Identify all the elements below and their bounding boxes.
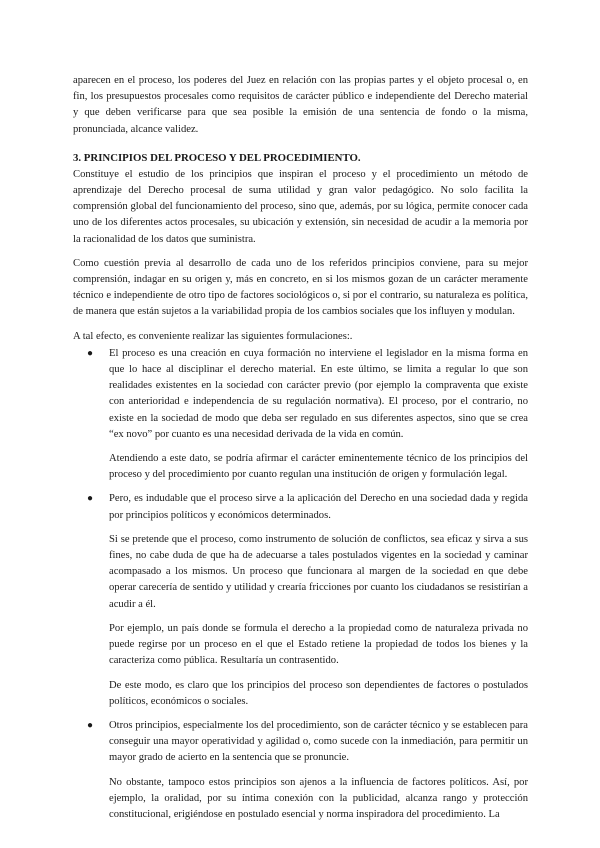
section-heading: 3. PRINCIPIOS DEL PROCESO Y DEL PROCEDIMIENTO. (73, 151, 361, 164)
continuation-paragraph: aparecen en el proceso, los poderes del Juez en relación con las propias partes y el objeto procesal o, en fin, los presupuestos procesales como requisitos de carácter público e independiente del Derecho material y que deben verificarse para que sea posible la emisión de una sentencia de fondo o la misma, pronunciada, alcance validez. (73, 75, 528, 135)
list-item (87, 718, 528, 823)
list-item (87, 491, 528, 709)
body-paragraph: Como cuestión previa al desarrollo de cada uno de los referidos principios conviene, para su mejor comprensión, indagar en su origen y, más en concreto, en si los mismos gozan de un carácter meramente técnico e independiente de otro tipo de factores sociológicos o, si por el contrario, su naturaleza es política, de manera que están sujetos a la variabilidad propia de los cambios sociales que los influyen y modulan. (73, 257, 528, 318)
list-item (87, 346, 528, 484)
body-paragraph: Constituye el estudio de los principios que inspiran el proceso y el procedimiento un método de aprendizaje del Derecho procesal de suma utilidad y gran valor pedagógico. No solo facilita la comprensión global del funcionamiento del proceso, sino que, además, por su lógica, permite conocer cada uno de los diferentes actos procesales, su ubicación y extensión, sin necesidad de acudir a la memoria por la racionalidad de los datos que suministra. (73, 168, 528, 245)
bullet-icon: ● (87, 719, 94, 731)
bullet-subparagraph: Atendiendo a este dato, se podría afirmar el carácter eminentemente técnico de los principios del proceso y del procedimiento por cuanto regulan una institución de origen y formulación legal. (109, 453, 528, 481)
bullet-list (73, 346, 528, 823)
bullet-text: Pero, es indudable que el proceso sirve a la aplicación del Derecho en una sociedad dada y regida por principios políticos y económicos determinados. (109, 493, 528, 521)
bullet-subparagraph: Si se pretende que el proceso, como instrumento de solución de conflictos, sea eficaz y sirva a sus fines, no cabe duda de que ha de adecuarse a tales postulados vigentes en la sociedad y caminar acompasado a los mismos. Un proceso que funcionara al margen de la sociedad en que debe operar carecería de sentido y utilidad y crearía fricciones por cuanto los ciudadanos se resistirían a acudir a él. (109, 533, 528, 610)
bullet-subparagraph: Por ejemplo, un país donde se formula el derecho a la propiedad como de naturaleza privada no puede regirse por un proceso en el que el Estado retiene la propiedad de todos los bienes y la caracteriza como pública. Resultaría un contrasentido. (109, 622, 528, 667)
bullet-text: El proceso es una creación en cuya formación no interviene el legislador en la misma forma en que lo hace al disciplinar el derecho material. En este último, se limita a regular lo que son realidades existentes en la sociedad con carácter previo (por ejemplo la compraventa que existe con anterioridad e independencia de su regulación normativa). El proceso, por el contrario, no existe en la sociedad de modo que deba ser regulado en sus diferentes aspectos, sino que se crea “ex novo” por cuanto es una necesidad derivada de la vida en común. (109, 347, 528, 440)
bullet-subparagraph: No obstante, tampoco estos principios son ajenos a la influencia de factores políticos. Así, por ejemplo, la oralidad, por su íntima conexión con la publicidad, alcanza rango y protección constitucional, erigiéndose en postulado esencial y norma inspiradora del procedimiento. La (109, 776, 528, 820)
bullet-icon: ● (87, 347, 94, 359)
bullet-subparagraph: De este modo, es claro que los principios del proceso son dependientes de factores o postulados políticos, económicos o sociales. (109, 679, 528, 707)
list-intro: A tal efecto, es conveniente realizar las siguientes formulaciones:. (73, 330, 353, 342)
bullet-text: Otros principios, especialmente los del procedimiento, son de carácter técnico y se establecen para conseguir una mayor operatividad y agilidad o, como sucede con la inmediación, para permitir un mayor grado de acierto en la sentencia que se pronuncie. (109, 719, 528, 764)
bullet-icon: ● (87, 493, 94, 505)
